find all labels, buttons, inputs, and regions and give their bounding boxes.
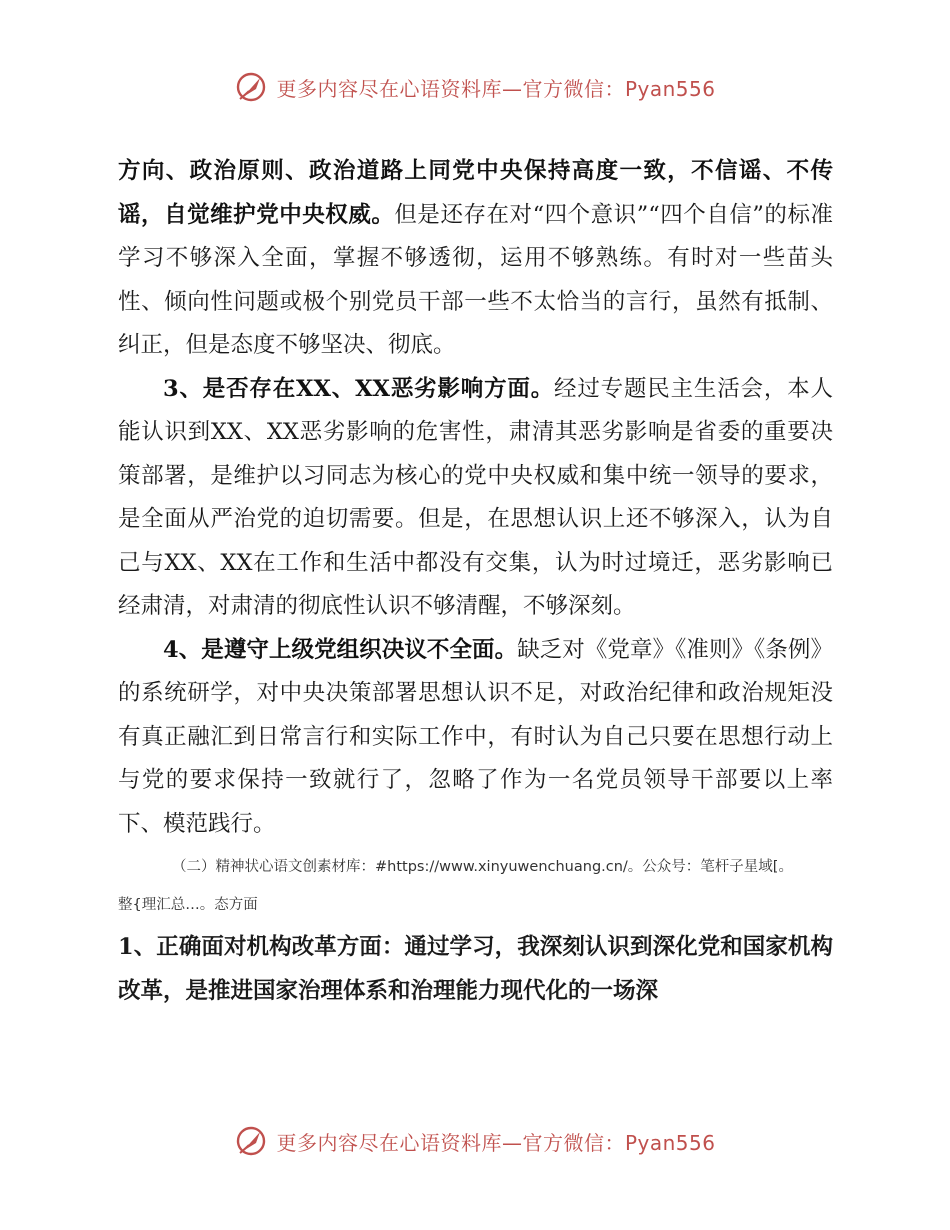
paragraph-2	[118, 368, 833, 629]
header-watermark	[0, 70, 950, 104]
document-body	[118, 150, 833, 1013]
section-note-line-2: 整{理汇总…。态方面	[118, 897, 258, 913]
paragraph-3-heading: 4、是遵守上级党组织决议不全面。	[163, 636, 518, 663]
footer-watermark	[0, 1124, 950, 1158]
section-note-line-1: （二）精神状心语文创素材库：#https://www.xinyuwenchuang.cn/。公众号：笔杆子星域[。	[172, 859, 793, 875]
quill-logo-icon	[234, 1124, 268, 1158]
paragraph-1-text: 但是还存在对“四个意识”“四个自信”的标准学习不够深入全面，掌握不够透彻，运用不够熟练。有时对一些苗头性、倾向性问题或极个别党员干部一些不太恰当的言行，虽然有抵制、纠正，但是态度不够坚决、彻底。	[118, 201, 833, 358]
paragraph-3	[118, 629, 833, 847]
paragraph-2-text: 经过专题民主生活会，本人能认识到XX、XX恶劣影响的危害性，肃清其恶劣影响是省委的重要决策部署，是维护以习同志为核心的党中央权威和集中统一领导的要求，是全面从严治党的迫切需要。但是，在思想认识上还不够深入，认为自己与XX、XX在工作和生活中都没有交集，认为时过境迁，恶劣影响已经肃清，对肃清的彻底性认识不够清醒，不够深刻。	[118, 375, 833, 619]
paragraph-1-bold: 方向、政治原则、政治道路上同党中央保持高度一致，不信谣、不传谣，自觉维护党中央权威。	[118, 158, 833, 228]
quill-logo-icon	[234, 70, 268, 104]
paragraph-4: 1、正确面对机构改革方面：通过学习，我深刻认识到深化党和国家机构改革，是推进国家治理体系和治理能力现代化的一场深	[118, 934, 833, 1004]
paragraph-3-text: 缺乏对《党章》《准则》《条例》的系统研学，对中央决策部署思想认识不足，对政治纪律和政治规矩没有真正融汇到日常言行和实际工作中，有时认为自己只要在思想行动上与党的要求保持一致就行了，忽略了作为一名党员领导干部要以上率下、模范践行。	[118, 636, 833, 837]
paragraph-2-heading: 3、是否存在XX、XX恶劣影响方面。	[163, 375, 555, 402]
paragraph-1	[118, 150, 833, 368]
watermark-text: 更多内容尽在心语资料库—官方微信：Pyan556	[276, 76, 716, 101]
watermark-text: 更多内容尽在心语资料库—官方微信：Pyan556	[276, 1130, 716, 1155]
